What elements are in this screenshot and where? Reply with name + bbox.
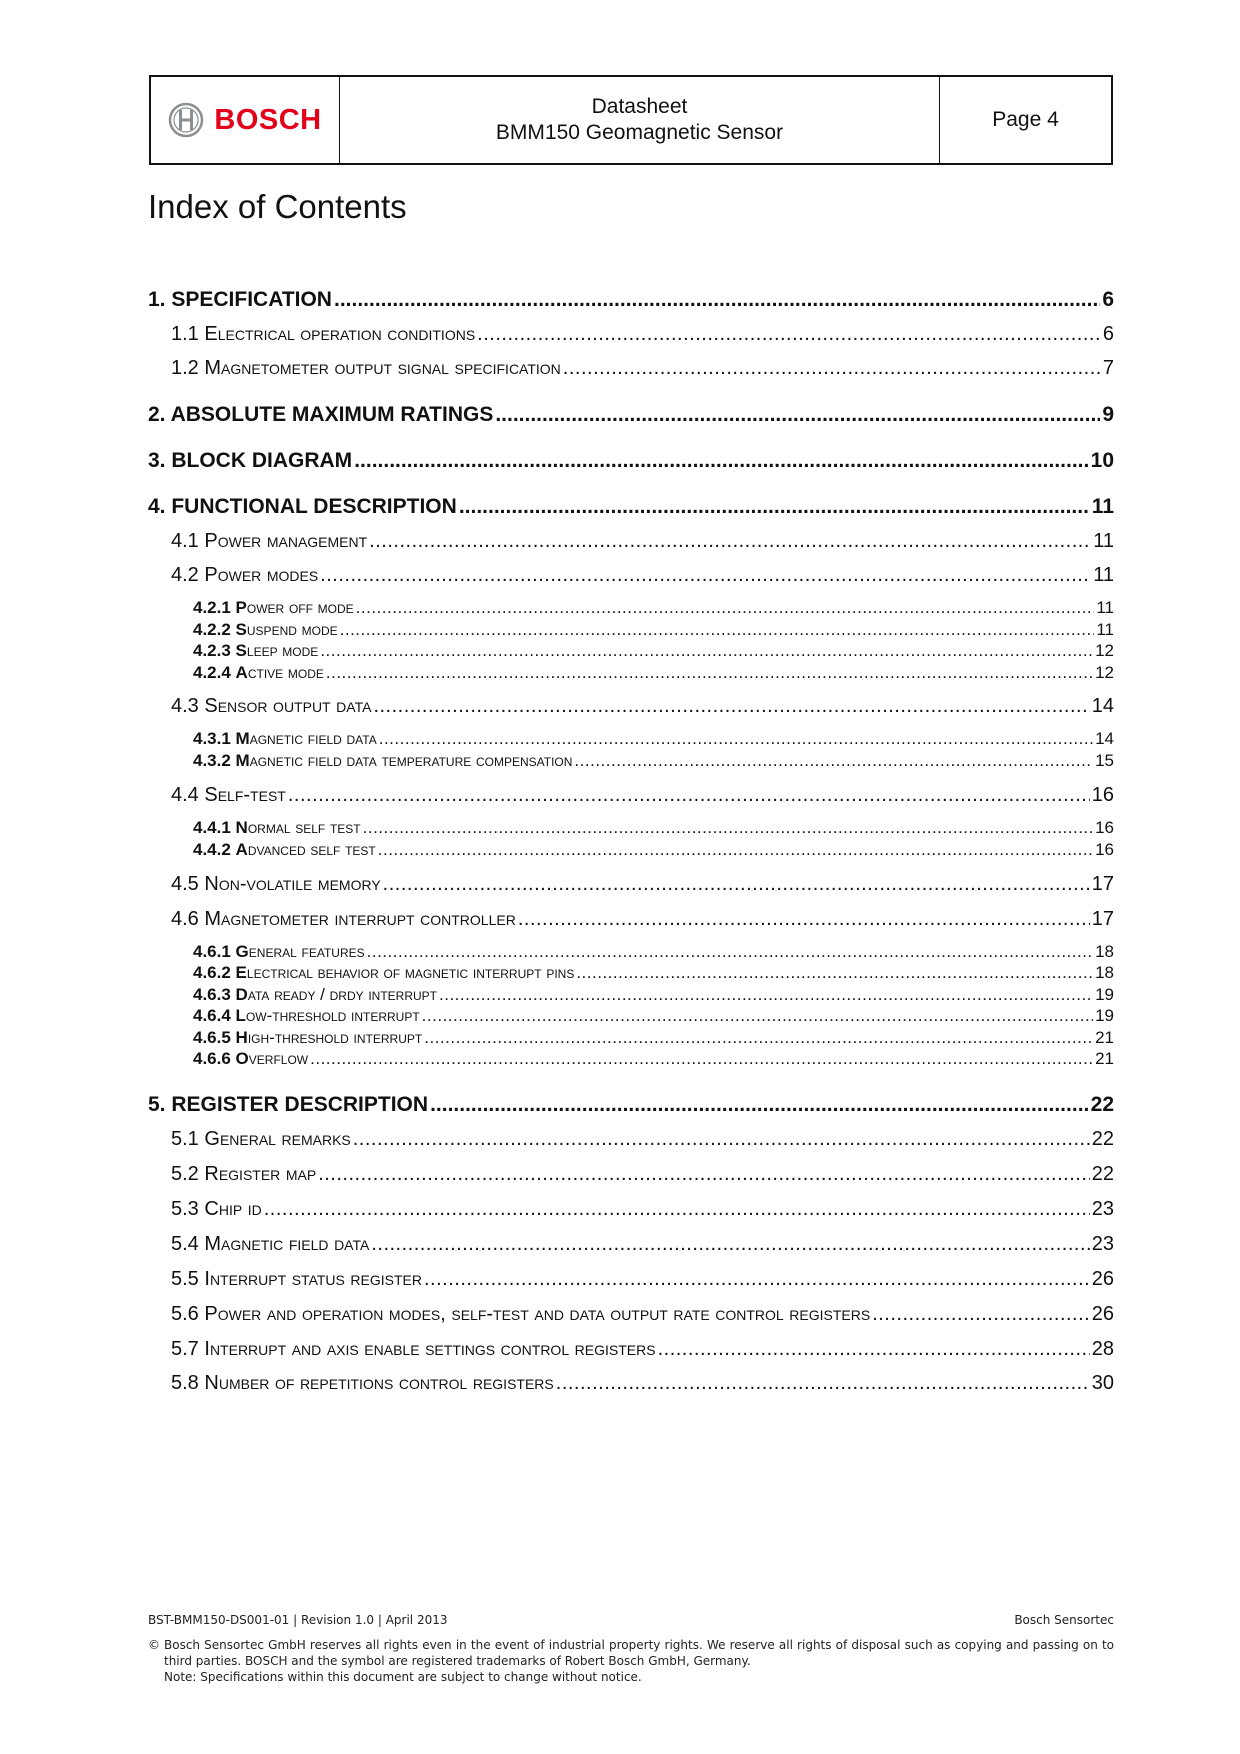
toc-entry-label (193, 663, 324, 683)
toc-dot-leader (318, 1163, 1090, 1186)
toc-entry-title-initial: G (204, 1128, 220, 1150)
toc-entry-title-initial: G (235, 942, 249, 961)
toc-dot-leader (356, 598, 1095, 618)
toc-entry[interactable] (148, 1128, 1114, 1151)
toc-entry[interactable] (148, 641, 1114, 661)
toc-entry-title-rest: lectrical operation conditions (217, 323, 476, 345)
toc-entry-label (171, 908, 516, 931)
toc-entry-title-initial: P (204, 530, 218, 552)
toc-entry-title-rest: dvanced self test (247, 840, 376, 859)
toc-entry[interactable] (148, 323, 1114, 346)
toc-entry[interactable] (148, 1338, 1114, 1361)
toc-page-number: 11 (1093, 530, 1114, 552)
toc-page-number: 21 (1095, 1049, 1114, 1068)
toc-entry-title-initial: S (235, 620, 247, 639)
toc-page-number: 22 (1091, 1163, 1114, 1185)
toc-dot-leader (363, 818, 1093, 838)
legal-notice (148, 1637, 1114, 1685)
toc-entry-label (148, 403, 493, 427)
toc-dot-leader (424, 1268, 1090, 1291)
toc-entry-number: 4.4.1 (193, 818, 231, 837)
toc-entry-label (193, 1049, 308, 1069)
toc-entry-label (193, 729, 377, 749)
toc-dot-leader (379, 729, 1093, 749)
toc-entry-number: 4.6 (171, 908, 199, 930)
toc-entry-title-initial: R (204, 1163, 219, 1185)
toc-page-number: 16 (1091, 784, 1114, 806)
toc-entry-label (148, 288, 332, 312)
toc-dot-leader (353, 1128, 1090, 1151)
toc-entry-label (193, 641, 318, 661)
toc-entry[interactable] (148, 985, 1114, 1005)
toc-entry-title-initial: S (235, 641, 247, 660)
toc-entry-title-rest: agnetic field data (249, 729, 377, 748)
toc-entry-title-rest: eneral features (248, 942, 365, 961)
toc-entry-number: 4.6.3 (193, 985, 231, 1004)
toc-entry-number: 4.5 (171, 873, 199, 895)
toc-entry-number: 5.1 (171, 1128, 199, 1150)
toc-entry-label (171, 873, 381, 896)
toc-page-number: 12 (1095, 641, 1114, 660)
toc-dot-leader (340, 620, 1095, 640)
toc-entry-label (148, 449, 352, 473)
toc-entry-title-rest: nterrupt and axis enable settings control registers (209, 1338, 656, 1360)
toc-page-number: 14 (1091, 695, 1114, 717)
toc-entry-label (171, 1268, 422, 1291)
toc-entry-number: 4.4 (171, 784, 199, 806)
toc-entry-title-rest: agnetic field data (221, 1233, 370, 1255)
toc-entry-number: 4.2.1 (193, 598, 231, 617)
toc-entry-title-rest: ensor output data (217, 695, 372, 717)
toc-page-number: 22 (1090, 1093, 1114, 1116)
toc-dot-leader (422, 1006, 1093, 1026)
toc-entry-title-initial: O (235, 1049, 249, 1068)
toc-entry-title-initial: S (204, 695, 218, 717)
toc-page-number: 30 (1091, 1372, 1114, 1394)
toc-page-number: 18 (1095, 963, 1114, 982)
toc-entry-label (171, 1303, 870, 1326)
toc-entry[interactable] (148, 357, 1114, 380)
toc-entry[interactable] (148, 1163, 1114, 1186)
toc-entry-title-initial: E (204, 323, 218, 345)
toc-entry[interactable] (148, 784, 1114, 807)
toc-entry[interactable] (148, 1006, 1114, 1026)
toc-entry[interactable] (148, 840, 1114, 860)
toc-entry-title-initial: N (204, 873, 219, 895)
toc-dot-leader (369, 530, 1091, 553)
legal-text: Bosch Sensortec GmbH reserves all rights even in the event of industrial property rights. We reserve all rights of disposal such as copying and passing on to third parties. BOSCH and the symbol are registered trademarks of Robert Bosch GmbH, Germany. (164, 1638, 1114, 1668)
toc-entry-title-initial: C (204, 1198, 219, 1220)
toc-page-number: 7 (1102, 357, 1114, 379)
toc-entry-title-rest: ormal self test (247, 818, 361, 837)
toc-entry-label (171, 323, 475, 346)
toc-entry-label (193, 751, 572, 771)
company-name: Bosch Sensortec (1014, 1613, 1114, 1627)
toc-entry-title-rest: ower management (217, 530, 368, 552)
toc-entry-label (193, 1028, 422, 1048)
toc-entry-number: 4.1 (171, 530, 199, 552)
toc-entry-number: 4.4.2 (193, 840, 231, 859)
toc-entry[interactable] (148, 963, 1114, 983)
toc-entry-label (193, 1006, 420, 1026)
toc-entry-title-initial: A (235, 663, 248, 682)
toc-page-number: 11 (1093, 564, 1114, 586)
copyright-icon: © (148, 1638, 160, 1652)
page-number-cell (940, 77, 1111, 163)
logo-cell (151, 77, 340, 163)
toc-entry[interactable] (148, 1233, 1114, 1256)
toc-page-number: 10 (1090, 449, 1114, 472)
toc-entry-label (148, 1093, 428, 1117)
toc-entry[interactable] (148, 1093, 1114, 1117)
toc-page-number: 15 (1095, 751, 1114, 770)
toc-dot-leader (310, 1049, 1093, 1069)
toc-dot-leader (334, 288, 1100, 312)
toc-entry-title-rest: ata ready / drdy interrupt (247, 985, 438, 1004)
page-footer (148, 1613, 1114, 1685)
toc-entry-title-initial: M (204, 908, 222, 930)
toc-dot-leader (326, 663, 1093, 683)
toc-page-number: 19 (1095, 1006, 1114, 1025)
toc-dot-leader (288, 784, 1090, 807)
doc-type: Datasheet (591, 95, 688, 118)
toc-entry[interactable] (148, 530, 1114, 553)
toc-entry-title-initial: I (204, 1338, 210, 1360)
toc-dot-leader (576, 963, 1093, 983)
toc-page-number: 9 (1102, 403, 1114, 426)
toc-entry-title-initial: ABSOLUTE MAXIMUM RATINGS (170, 403, 494, 426)
toc-entry-title-rest: lectrical behavior of magnetic interrupt pins (246, 963, 575, 982)
bosch-logo-text: BOSCH (214, 103, 322, 136)
toc-entry[interactable] (148, 620, 1114, 640)
toc-dot-leader (556, 1372, 1090, 1395)
toc-entry-number: 1.2 (171, 357, 199, 379)
toc-entry-title-rest: umber of repetitions control registers (218, 1372, 554, 1394)
toc-dot-leader (373, 695, 1089, 718)
toc-page-number: 17 (1091, 908, 1114, 930)
toc-dot-leader (518, 908, 1090, 931)
toc-entry-number: 4.3.2 (193, 751, 231, 770)
toc-page-number: 21 (1095, 1028, 1114, 1047)
toc-entry-title-initial: D (235, 985, 248, 1004)
toc-dot-leader (371, 1233, 1089, 1256)
toc-entry-label (193, 818, 361, 838)
toc-entry[interactable] (148, 449, 1114, 473)
toc-entry[interactable] (148, 663, 1114, 683)
toc-dot-leader (320, 641, 1093, 661)
toc-page-number: 11 (1096, 620, 1114, 639)
toc-entry-title-initial: N (204, 1372, 219, 1394)
toc-dot-leader (872, 1303, 1090, 1326)
toc-page-number: 28 (1091, 1338, 1114, 1360)
toc-entry-label (171, 564, 318, 587)
bosch-armature-icon (168, 102, 204, 138)
toc-entry-title-rest: ower off mode (246, 598, 354, 617)
toc-entry-title-initial: I (204, 1268, 210, 1290)
toc-entry-number: 5.7 (171, 1338, 199, 1360)
toc-entry-title-initial: SPECIFICATION (171, 288, 332, 311)
toc-entry[interactable] (148, 729, 1114, 749)
toc-entry-number: 4.2 (171, 564, 199, 586)
toc-dot-leader (658, 1338, 1090, 1361)
toc-entry[interactable] (148, 1198, 1114, 1221)
toc-entry-number: 4.2.3 (193, 641, 231, 660)
toc-page-number: 19 (1095, 985, 1114, 1004)
toc-entry-title-initial: M (204, 357, 222, 379)
toc-entry-number: 5.8 (171, 1372, 199, 1394)
toc-entry[interactable] (148, 564, 1114, 587)
toc-entry-number: 5.4 (171, 1233, 199, 1255)
toc-page-number: 22 (1091, 1128, 1114, 1150)
toc-page-number: 11 (1091, 495, 1114, 518)
toc-entry-title-initial: P (235, 598, 247, 617)
toc-entry-title-initial: H (235, 1028, 248, 1047)
toc-entry-title-rest: elf-test (217, 784, 286, 806)
toc-dot-leader (563, 357, 1101, 380)
toc-entry-number: 5.6 (171, 1303, 199, 1325)
toc-entry-label (193, 942, 365, 962)
toc-entry[interactable] (148, 598, 1114, 618)
toc-entry[interactable] (148, 942, 1114, 962)
toc-entry[interactable] (148, 1303, 1114, 1326)
product-name: BMM150 Geomagnetic Sensor (495, 121, 784, 144)
toc-entry[interactable] (148, 818, 1114, 838)
toc-entry-number: 1.1 (171, 323, 199, 345)
toc-entry-label (148, 495, 457, 519)
toc-entry[interactable] (148, 403, 1114, 427)
toc-dot-leader (320, 564, 1091, 587)
toc-entry[interactable] (148, 751, 1114, 771)
toc-dot-leader (574, 751, 1093, 771)
toc-entry-title-initial: P (204, 1303, 218, 1325)
toc-entry-label (193, 620, 338, 640)
toc-dot-leader (264, 1198, 1090, 1221)
toc-entry-number: 4.2.4 (193, 663, 231, 682)
toc-entry[interactable] (148, 695, 1114, 718)
toc-entry-title-initial: M (235, 751, 250, 770)
toc-entry-number: 5. (148, 1093, 166, 1116)
toc-entry-title-rest: ower and operation modes, self-test and data output rate control registers (217, 1303, 871, 1325)
toc-entry-title-initial: P (204, 564, 218, 586)
toc-entry-title-rest: ctive mode (247, 663, 324, 682)
toc-entry[interactable] (148, 873, 1114, 896)
toc-entry-number: 3. (148, 449, 166, 472)
toc-entry[interactable] (148, 1268, 1114, 1291)
toc-entry-title-rest: agnetometer interrupt controller (221, 908, 516, 930)
toc-page-number: 23 (1091, 1198, 1114, 1220)
toc-entry-title-rest: leep mode (246, 641, 319, 660)
toc-entry-label (171, 1372, 554, 1395)
toc-entry-title-initial: M (204, 1233, 222, 1255)
toc-entry-label (171, 1128, 351, 1151)
toc-entry-title-rest: on-volatile memory (218, 873, 381, 895)
toc-entry-number: 5.2 (171, 1163, 199, 1185)
toc-entry-label (193, 598, 354, 618)
toc-entry-number: 4.3 (171, 695, 199, 717)
toc-page-number: 6 (1102, 288, 1114, 311)
toc-entry-title-rest: hip id (218, 1198, 262, 1220)
toc-entry-number: 4.6.4 (193, 1006, 231, 1025)
toc-dot-leader (378, 840, 1093, 860)
toc-entry-label (171, 1163, 316, 1186)
toc-entry[interactable] (148, 908, 1114, 931)
toc-entry-label (171, 1338, 656, 1361)
toc-entry-title-initial: REGISTER DESCRIPTION (171, 1093, 429, 1116)
toc-entry-label (171, 784, 286, 807)
toc-entry-label (193, 985, 437, 1005)
toc-entry-label (193, 840, 376, 860)
toc-page-number: 16 (1095, 840, 1114, 859)
toc-page-number: 11 (1096, 598, 1114, 617)
toc-entry-label (193, 963, 574, 983)
toc-entry-title-rest: verflow (248, 1049, 309, 1068)
toc-dot-leader (367, 942, 1093, 962)
toc-entry-title-initial: L (235, 1006, 246, 1025)
toc-dot-leader (354, 449, 1088, 473)
toc-entry-title-initial: E (235, 963, 247, 982)
toc-entry-title-rest: nterrupt status register (209, 1268, 422, 1290)
toc-dot-leader (477, 323, 1101, 346)
change-note: Note: Specifications within this document are subject to change without notice. (164, 1670, 642, 1684)
toc-page-number: 12 (1095, 663, 1114, 682)
toc-entry-title-initial: S (204, 784, 218, 806)
toc-entry-title-rest: agnetometer output signal specification (221, 357, 561, 379)
toc-entry-number: 2. (148, 403, 166, 426)
toc-entry-label (171, 1198, 262, 1221)
header-title-cell (340, 77, 940, 163)
toc-page-number: 18 (1095, 942, 1114, 961)
toc-entry-title-initial: A (235, 840, 248, 859)
toc-entry[interactable] (148, 1372, 1114, 1395)
toc-entry-title-rest: ower modes (217, 564, 319, 586)
toc-entry[interactable] (148, 1049, 1114, 1069)
toc-entry-title-rest: ow-threshold interrupt (245, 1006, 420, 1025)
toc-dot-leader (439, 985, 1093, 1005)
toc-entry[interactable] (148, 288, 1114, 312)
toc-entry-number: 5.5 (171, 1268, 199, 1290)
toc-entry-number: 4.3.1 (193, 729, 231, 748)
toc-entry-number: 4.6.6 (193, 1049, 231, 1068)
toc-entry-label (171, 1233, 369, 1256)
toc-entry-label (171, 695, 371, 718)
toc-page-number: 17 (1091, 873, 1114, 895)
toc-entry-title-rest: igh-threshold interrupt (247, 1028, 423, 1047)
toc-entry-number: 4.2.2 (193, 620, 231, 639)
toc-dot-leader (495, 403, 1100, 427)
toc-page-number: 6 (1102, 323, 1114, 345)
toc-entry-title-rest: uspend mode (246, 620, 338, 639)
toc-entry-number: 4.6.2 (193, 963, 231, 982)
toc-entry-title-initial: N (235, 818, 248, 837)
toc-entry-number: 4.6.5 (193, 1028, 231, 1047)
toc-entry-title-rest: agnetic field data temperature compensation (249, 751, 573, 770)
page-label: Page 4 (992, 108, 1059, 131)
page-title: Index of Contents (148, 188, 407, 225)
toc-entry-title-initial: M (235, 729, 250, 748)
toc-entry-title-initial: FUNCTIONAL DESCRIPTION (171, 495, 457, 518)
toc-entry-title-rest: eneral remarks (219, 1128, 351, 1150)
toc-dot-leader (383, 873, 1090, 896)
toc-entry-number: 5.3 (171, 1198, 199, 1220)
doc-id: BST-BMM150-DS001-01 | Revision 1.0 | April 2013 (148, 1613, 448, 1627)
page-header (149, 75, 1113, 165)
toc-entry-number: 4.6.1 (193, 942, 231, 961)
toc-page-number: 23 (1091, 1233, 1114, 1255)
toc-dot-leader (424, 1028, 1093, 1048)
toc-page-number: 26 (1091, 1268, 1114, 1290)
toc-page-number: 26 (1091, 1303, 1114, 1325)
toc-entry[interactable] (148, 495, 1114, 519)
toc-dot-leader (430, 1093, 1089, 1117)
toc-entry[interactable] (148, 1028, 1114, 1048)
toc-entry-title-initial: BLOCK DIAGRAM (171, 449, 353, 472)
toc-dot-leader (459, 495, 1090, 519)
toc-page-number: 16 (1095, 818, 1114, 837)
toc-entry-number: 1. (148, 288, 166, 311)
toc-entry-title-rest: egister map (218, 1163, 317, 1185)
toc-entry-label (171, 530, 367, 553)
toc-entry-label (171, 357, 561, 380)
toc-entry-number: 4. (148, 495, 166, 518)
toc-page-number: 14 (1095, 729, 1114, 748)
